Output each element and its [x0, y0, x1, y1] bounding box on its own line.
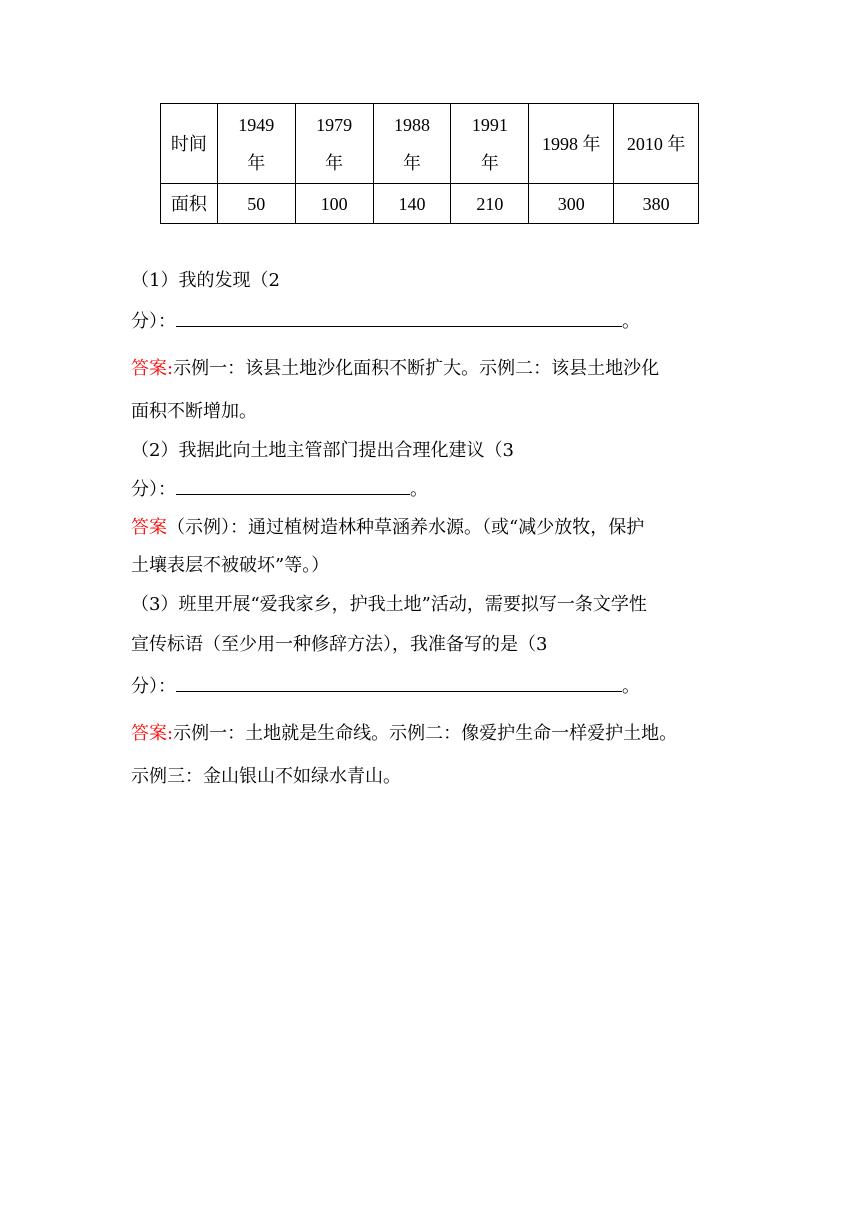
q3-prompt-cont: 宣传标语（至少用一种修辞方法），我准备写的是（3	[131, 634, 548, 655]
year-number: 1991	[471, 114, 508, 135]
table-cell-year	[451, 104, 529, 184]
q2-prompt-suffix: 分）：	[131, 479, 176, 500]
q2-period: 。	[410, 479, 428, 500]
answer-label: 答案:	[131, 358, 174, 379]
q1-answer-line	[131, 307, 640, 333]
q3-answer-text: 示例一：土地就是生命线。示例二：像爱护生命一样爱护土地。	[173, 723, 678, 744]
table-cell-area: 100	[295, 184, 373, 224]
q1-blank	[176, 308, 622, 327]
q2-answer-text: （示例）：通过植树造林种草涵养水源。（或“减少放牧，保护	[167, 517, 645, 538]
table-row-time	[161, 104, 699, 184]
q3-answer	[131, 719, 677, 745]
table-header-time: 时间	[161, 104, 218, 184]
q2-answer-line	[131, 475, 428, 501]
table-cell-year	[295, 104, 373, 184]
q3-period: 。	[622, 676, 640, 697]
q1-answer-text: 示例一：该县土地沙化面积不断扩大。示例二：该县土地沙化	[173, 358, 660, 379]
q1-prompt: （1）我的发现（2	[131, 270, 280, 291]
sand-area-table	[160, 103, 699, 224]
table-header-area: 面积	[161, 184, 218, 224]
table-cell-year: 1998 年	[529, 104, 614, 184]
table-cell-area: 300	[529, 184, 614, 224]
table-cell-year	[373, 104, 451, 184]
q3-prompt: （3）班里开展“爱我家乡，护我土地”活动，需要拟写一条文学性	[131, 594, 647, 615]
answer-label: 答案	[131, 517, 167, 538]
q3-blank	[176, 673, 622, 692]
year-number: 1979	[316, 114, 353, 135]
year-unit: 年	[247, 152, 266, 173]
q2-answer	[131, 513, 644, 539]
table-cell-area: 380	[614, 184, 699, 224]
table-cell-area: 210	[451, 184, 529, 224]
table-cell-year	[217, 104, 295, 184]
q2-blank	[176, 476, 410, 495]
q3-prompt-suffix: 分）：	[131, 676, 176, 697]
q1-period: 。	[622, 311, 640, 332]
q3-answer-line	[131, 672, 640, 698]
q3-answer-cont: 示例三：金山银山不如绿水青山。	[131, 766, 401, 787]
year-unit: 年	[325, 152, 344, 173]
q1-prompt-suffix: 分）：	[131, 311, 176, 332]
q1-answer	[131, 354, 659, 380]
table-cell-year: 2010 年	[614, 104, 699, 184]
table-cell-area: 140	[373, 184, 451, 224]
year-unit: 年	[403, 152, 421, 173]
table-cell-area: 50	[217, 184, 295, 224]
q1-answer-cont: 面积不断增加。	[131, 401, 257, 422]
year-unit: 年	[480, 152, 499, 173]
year-number: 1949	[238, 114, 275, 135]
table-row-area	[161, 184, 699, 224]
year-number: 1988	[394, 114, 430, 135]
q2-prompt: （2）我据此向土地主管部门提出合理化建议（3	[131, 440, 514, 461]
answer-label: 答案:	[131, 723, 174, 744]
q2-answer-cont: 土壤表层不被破坏”等。）	[131, 555, 330, 576]
